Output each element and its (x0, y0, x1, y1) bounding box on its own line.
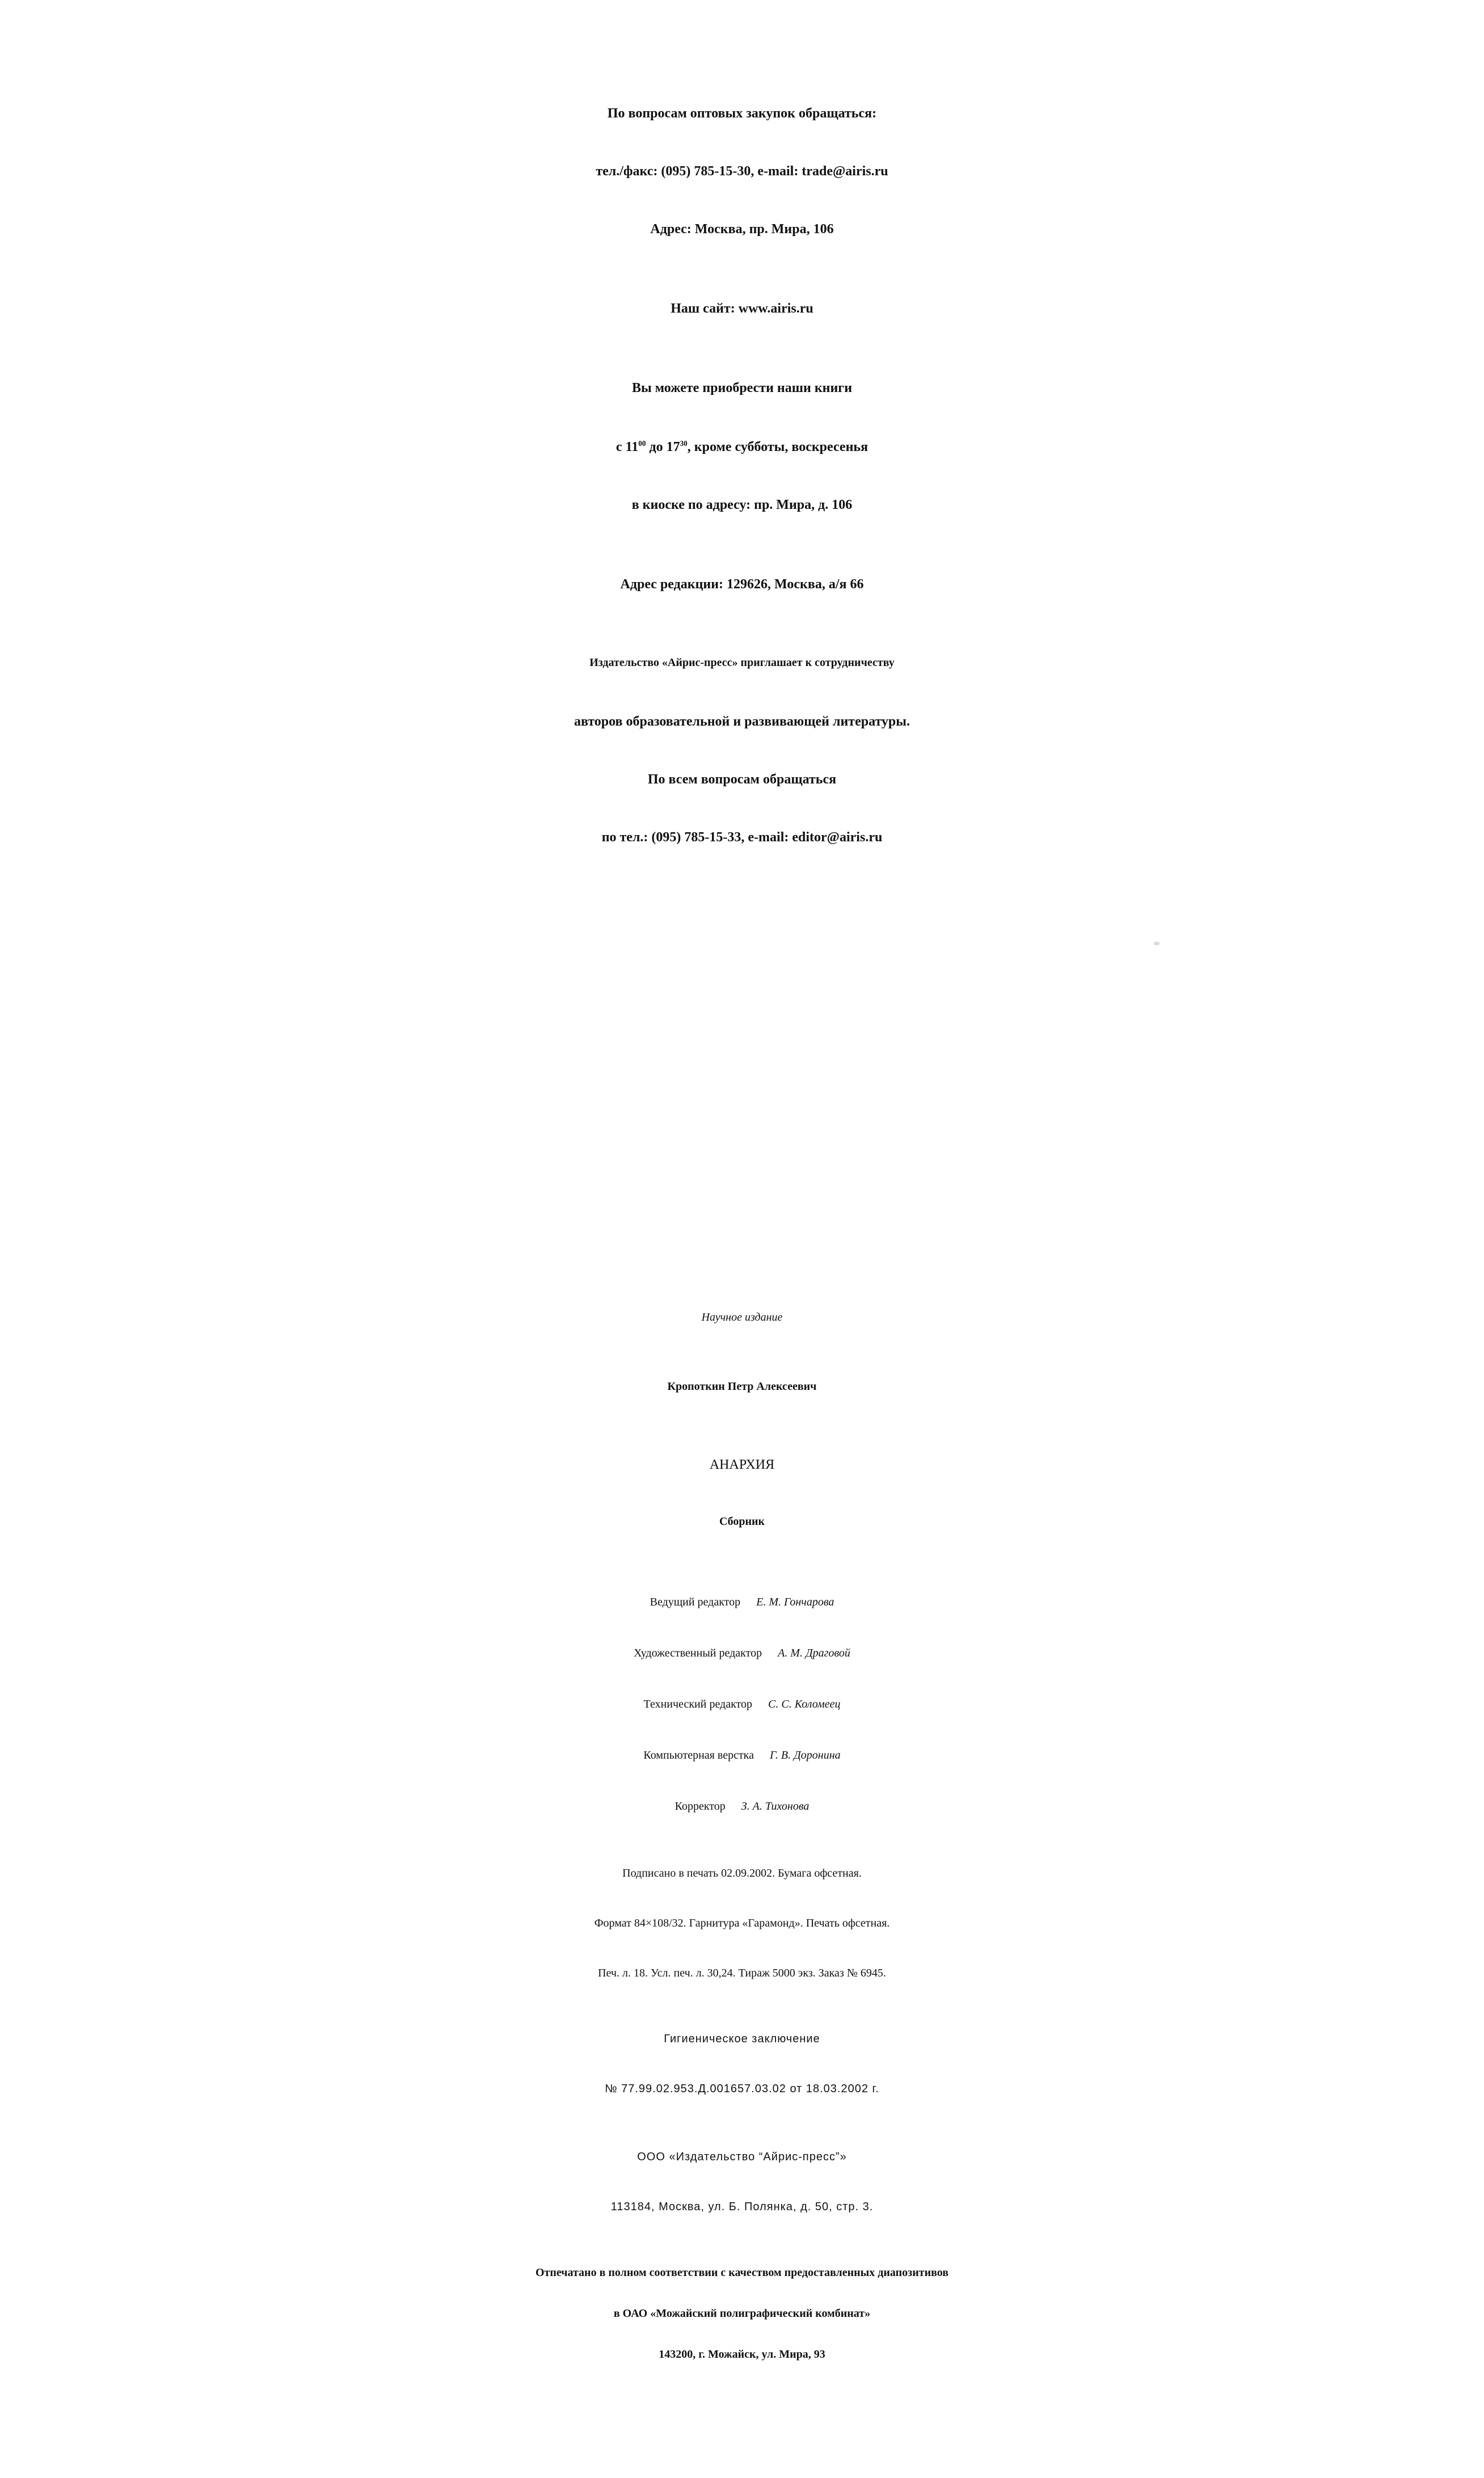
address-line: Адрес: Москва, пр. Мира, 106 (650, 222, 834, 237)
publisher-address: 113184, Москва, ул. Б. Полянка, д. 50, стр. 3. (610, 2201, 874, 2213)
authors-invite-line-4: по тел.: (095) 785-15-33, e-mail: editor@airis.ru (601, 830, 883, 845)
credit-art-editor (0, 1647, 1484, 1659)
credit-role: Ведущий редактор (650, 1596, 741, 1608)
editorial-address-line: Адрес редакции: 129626, Москва, а/я 66 (620, 577, 864, 592)
authors-invite-line-1: Издательство «Айрис-пресс» приглашает к сотрудничеству (589, 656, 895, 669)
kiosk-line-2 (0, 440, 1484, 454)
edition-type: Научное издание (701, 1311, 783, 1324)
credit-person: С. С. Коломеец (768, 1698, 841, 1710)
hygiene-certificate-line-2: № 77.99.02.953.Д.001657.03.02 от 18.03.2002 г. (605, 2083, 879, 2095)
book-title: АНАРХИЯ (709, 1457, 775, 1472)
credit-role: Компьютерная верстка (643, 1749, 754, 1761)
credit-person: Е. М. Гончарова (756, 1596, 834, 1608)
printer-line-2: в ОАО «Можайский полиграфический комбинат» (613, 2307, 871, 2320)
credit-person: Г. В. Доронина (769, 1749, 841, 1761)
wholesale-heading: По вопросам оптовых закупок обращаться: (607, 106, 877, 121)
credit-proofreader (0, 1801, 1484, 1812)
kiosk-hours-suffix: , кроме субботы, воскресенья (687, 440, 869, 454)
credit-role: Художественный редактор (634, 1647, 762, 1659)
printer-line-3: 143200, г. Можайск, ул. Мира, 93 (659, 2348, 825, 2361)
book-subtitle: Сборник (719, 1515, 765, 1528)
kiosk-hour-from-minutes: 00 (638, 439, 646, 448)
printer-line-1: Отпечатано в полном соответствии с качеством предоставленных диапозитивов (535, 2266, 949, 2279)
kiosk-hour-to-minutes: 30 (680, 439, 688, 448)
kiosk-line-3: в киоске по адресу: пр. Мира, д. 106 (631, 498, 853, 512)
kiosk-hours-prefix: с 11 (615, 440, 639, 454)
print-details-line-2: Формат 84×108/32. Гарнитура «Гарамонд». Печать офсетная. (594, 1917, 890, 1929)
authors-invite-line-3: По всем вопросам обращаться (647, 772, 837, 787)
credit-lead-editor (0, 1596, 1484, 1608)
credit-layout (0, 1750, 1484, 1761)
wholesale-phone-line: тел./факс: (095) 785-15-30, e-mail: trade@airis.ru (596, 164, 888, 179)
credit-person: А. М. Драговой (778, 1647, 850, 1659)
credit-person: З. А. Тихонова (741, 1800, 810, 1813)
authors-invite-line-2: авторов образовательной и развивающей литературы. (574, 714, 910, 729)
book-author: Кропоткин Петр Алексеевич (667, 1380, 817, 1393)
print-details-line-3: Печ. л. 18. Усл. печ. л. 30,24. Тираж 5000 экз. Заказ № 6945. (598, 1967, 886, 1979)
print-details-line-1: Подписано в печать 02.09.2002. Бумага офсетная. (622, 1867, 862, 1879)
kiosk-line-1: Вы можете приобрести наши книги (631, 381, 853, 395)
kiosk-hours-middle: до 17 (646, 440, 680, 454)
credit-role: Технический редактор (643, 1698, 753, 1710)
credit-role: Корректор (674, 1800, 726, 1813)
publisher-name: ООО «Издательство “Айрис-пресс”» (637, 2151, 847, 2163)
website-line: Наш сайт: www.airis.ru (671, 301, 813, 316)
credit-tech-editor (0, 1699, 1484, 1710)
scan-speck (1154, 942, 1160, 945)
hygiene-certificate-line-1: Гигиеническое заключение (664, 2033, 820, 2045)
